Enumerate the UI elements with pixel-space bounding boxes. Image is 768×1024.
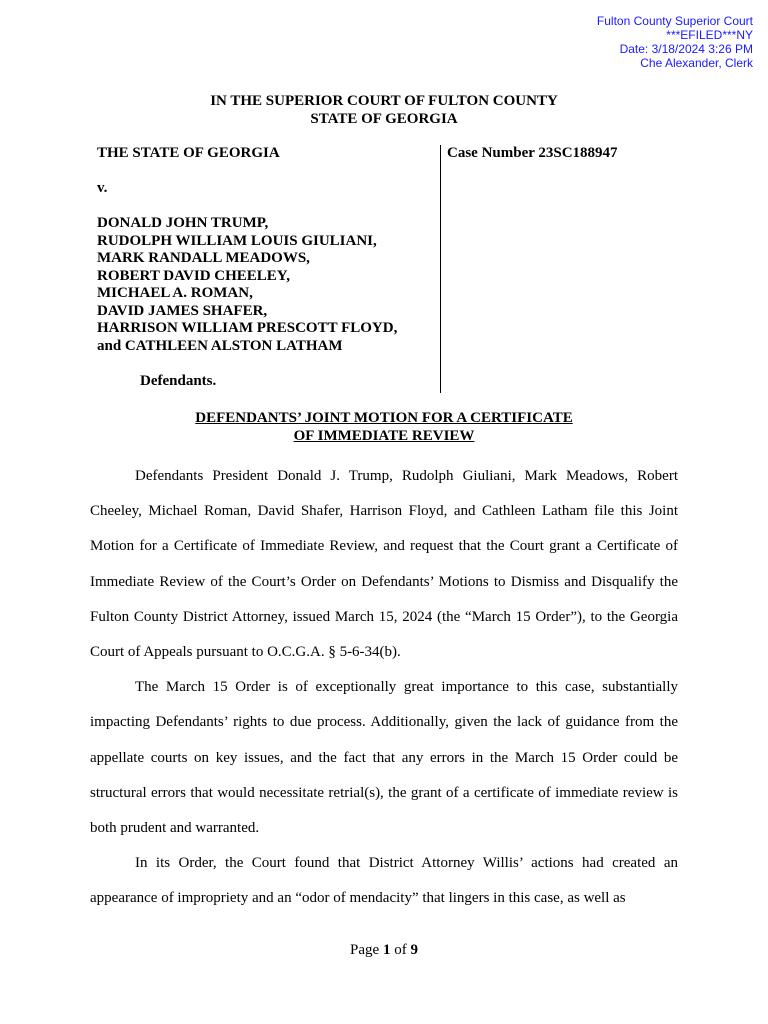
defendant-name: DONALD JOHN TRUMP, <box>97 215 269 231</box>
motion-body <box>90 459 678 917</box>
page-current: 1 <box>382 942 391 958</box>
body-paragraph: Defendants President Donald J. Trump, Rudolph Giuliani, Mark Meadows, Robert Cheeley, Michael Roman, David Shafer, Harrison Floyd, and Cathleen Latham file this Joint Motion for a Certificate of Immediate Review, and request that the Court grant a Certificate of Immediate Review of the Court’s Order on Defendants’ Motions to Dismiss and Disqualify the Fulton County District Attorney, issued March 15, 2024 (the “March 15 Order”), to the Georgia Court of Appeals pursuant to O.C.G.A. § 5-6-34(b). <box>90 468 678 661</box>
page-total: 9 <box>410 942 418 958</box>
efile-stamp <box>597 14 753 70</box>
court-header <box>0 92 768 128</box>
stamp-clerk: Che Alexander, Clerk <box>640 56 753 70</box>
motion-title-line1: DEFENDANTS’ JOINT MOTION FOR A CERTIFICATE <box>195 410 573 426</box>
body-paragraph: In its Order, the Court found that District Attorney Willis’ actions had created an appearance of impropriety and an “odor of mendacity” that lingers in this case, as well as <box>90 855 678 907</box>
defendant-name: and CATHLEEN ALSTON LATHAM <box>97 337 343 354</box>
defendant-name: DAVID JAMES SHAFER, <box>97 302 268 319</box>
versus-label: v. <box>97 180 108 196</box>
case-number: Case Number 23SC188947 <box>447 145 618 161</box>
defendant-name: HARRISON WILLIAM PRESCOTT FLOYD, <box>97 320 398 336</box>
stamp-status: ***EFILED***NY <box>666 28 753 42</box>
motion-title <box>0 410 768 445</box>
motion-title-line2: OF IMMEDIATE REVIEW <box>293 427 475 444</box>
caption-divider <box>440 145 441 393</box>
court-header-line2: STATE OF GEORGIA <box>310 111 458 127</box>
page-word: Page <box>350 942 380 958</box>
case-caption-parties <box>97 145 437 390</box>
stamp-court: Fulton County Superior Court <box>596 14 753 28</box>
of-word: of <box>394 942 407 958</box>
defendant-name: ROBERT DAVID CHEELEY, <box>97 267 291 284</box>
defendant-name: MICHAEL A. ROMAN, <box>97 285 253 301</box>
plaintiff-name: THE STATE OF GEORGIA <box>97 145 280 161</box>
court-header-line1: IN THE SUPERIOR COURT OF FULTON COUNTY <box>210 93 558 109</box>
page-footer <box>0 941 768 959</box>
defendant-name: RUDOLPH WILLIAM LOUIS GIULIANI, <box>97 232 377 249</box>
defendant-name: MARK RANDALL MEADOWS, <box>97 250 310 266</box>
defendants-label: Defendants. <box>140 372 217 389</box>
stamp-date: Date: 3/18/2024 3:26 PM <box>619 42 753 56</box>
body-paragraph: The March 15 Order is of exceptionally great importance to this case, substantially impacting Defendants’ rights to due process. Additionally, given the lack of guidance from the appellate courts on key issues, and the fact that any errors in the March 15 Order could be structural errors that would necessitate retrial(s), the grant of a certificate of immediate review is both prudent and warranted. <box>90 679 678 837</box>
